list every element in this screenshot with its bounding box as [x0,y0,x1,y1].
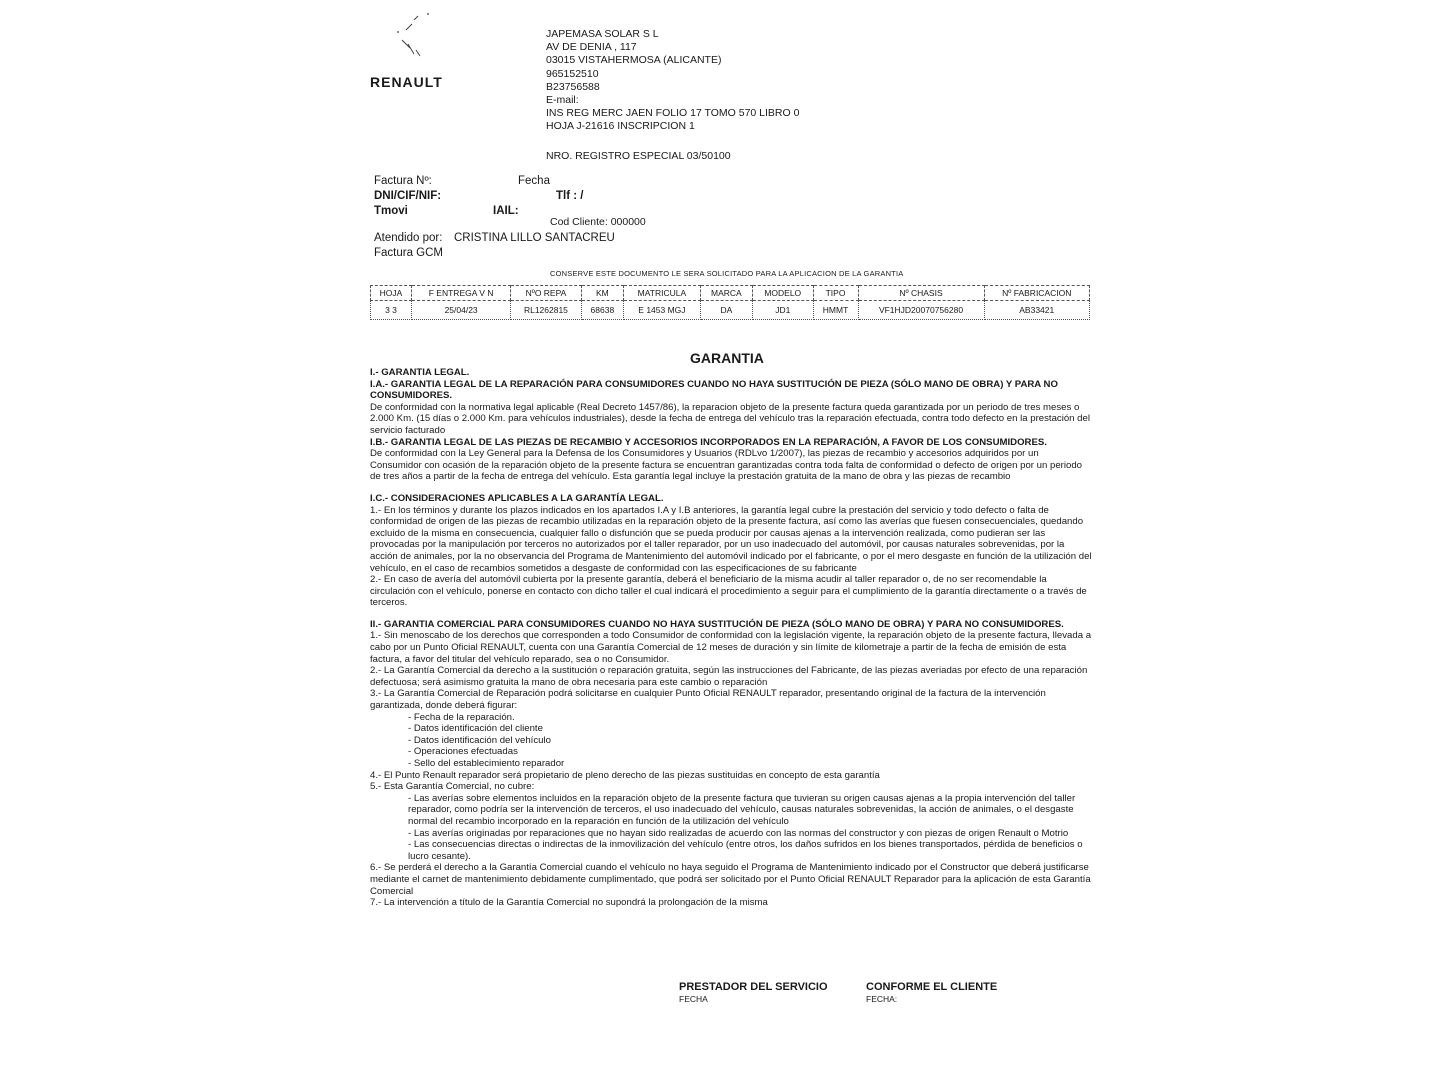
paragraph: 6.- Se perderá el derecho a la Garantía Comercial cuando el vehículo no haya seguido el Programa de Mantenimiento indicado por el Constructor que deberá justificarse mediante el carnet de mantenimiento debidamente cumplimentado, que podrá ser solicitado por el Punto Oficial RENAULT Reparador para la aplicación de esta Garantía Comercial [370,862,1091,897]
paragraph: 2.- En caso de avería del automóvil cubierta por la presente garantía, deberá el beneficiario de la misma acudir al taller reparador o, de no ser recomendable la circulación con el vehículo, ponerse en contacto con dicho taller el cual indicará el procedimiento a seguir para el cumplimiento de la garantía directamente o a través de terceros. [370,574,1087,609]
company-line: HOJA J-21616 INSCRIPCION 1 [546,120,695,133]
cliente-fecha: FECHA: [866,994,898,1004]
col-header: Nº FABRICACION [984,286,1089,301]
section-heading: I.- GARANTIA LEGAL. [370,367,470,378]
dni-label: DNI/CIF/NIF: [374,190,442,202]
brand-name: RENAULT [370,74,443,90]
factura-label: Factura Nº: [374,175,432,187]
paragraph: De conformidad con la normativa legal aplicable (Real Decreto 1457/86), la reparacion objeto de la presente factura queda garantizada por un periodo de tres meses o 2.000 Km. (15 días o 2.000 Km. para vehículos industriales), desde la fecha de entrega del vehículo tras la reparación efectuada, contra todo defecto en la prestación del servicio facturado [370,401,1090,436]
prestador-fecha: FECHA [679,994,708,1004]
atendido-value: CRISTINA LILLO SANTACREU [454,232,615,244]
paragraph: 1.- Sin menoscabo de los derechos que corresponden a todo Consumidor de conformidad con la legislación vigente, la reparación objeto de la presente factura, llevada a cabo por un Punto Oficial RENAULT, cuenta con una Garantía Comercial de 12 meses de duración y sin límite de kilometraje a partir de la fecha de emisión de esta factura, a favor del titular del vehículo reparado, sea o no Consumidor. [370,630,1092,665]
table-cell: 3 3 [371,301,412,320]
page-title: GARANTIA [690,350,764,366]
section-heading: I.A.- GARANTIA LEGAL DE LA REPARACIÓN PARA CONSUMIDORES CUANDO NO HAYA SUSTITUCIÓN DE PIEZA (SÓLO MANO DE OBRA) Y PARA NO CONSUMIDORES. [370,378,1058,402]
paragraph: 2.- La Garantía Comercial da derecho a la sustitución o reparación gratuita, según las instrucciones del Fabricante, de las piezas averiadas por efecto de una reparación defectuosa; será asimismo gratuita la mano de obra necesaria para este cambio o reparación [370,665,1088,688]
col-header: MATRICULA [624,286,701,301]
table-cell: 25/04/23 [412,301,511,320]
paragraph: 1.- En los términos y durante los plazos indicados en los apartados I.A y I.B anteriores, la garantía legal cubre la prestación del servicio y todo defecto o falta de conformidad de origen de las piezas de recambio utilizadas en la reparación objeto de la presente factura, así como las averías que fuesen consecuenciales, quedando excluido de la misma en consecuencia, cualquier fallo o disfunción que se pueda producir por causas ajenas a la intervención realizada, como pudieran ser las provocadas por la manipulación por terceros no autorizados por el taller reparador, por un uso inadecuado del automóvil, por causas naturales sobrevenidas, por la acción de animales, por la no observancia del Programa de Mantenimiento del automóvil indicado por el fabricante, o por el mero desgaste en función de la utilización del vehículo, en el caso de recambios sometidos a desgaste de conformidad con las especificaciones de su fabricante [370,504,1092,574]
paragraph: De conformidad con la Ley General para la Defensa de los Consumidores y Usuarios (RDLvo 1/2007), las piezas de recambio y accesorios adquiridos por un Consumidor con ocasión de la reparación objeto de la presente factura se encuentran garantizadas contra toda falta de conformidad o defecto de origen por un periodo de tres años a partir de la fecha de entrega del vehículo. Esta garantía legal incluye la prestación gratuita de la mano de obra y las piezas de recambio [370,448,1082,483]
registro-especial: NRO. REGISTRO ESPECIAL 03/50100 [546,150,731,162]
list-item: - Fecha de la reparación. [408,711,515,723]
warranty-text [370,367,1092,909]
section-heading: I.B.- GARANTIA LEGAL DE LAS PIEZAS DE RECAMBIO Y ACCESORIOS INCORPORADOS EN LA REPARACIÓN, A FAVOR DE LOS CONSUMIDORES. [370,436,1047,448]
list-item: - Sello del establecimiento reparador [408,758,565,769]
tmovil-label: Tmovi [374,205,408,217]
table-cell: VF1HJD20070756280 [858,301,984,320]
paragraph: 3.- La Garantía Comercial de Reparación podrá solicitarse en cualquier Punto Oficial RENAULT reparador, presentando original de la factura de la intervención garantizada, donde deberá figurar: [370,688,1046,712]
prestador-label: PRESTADOR DEL SERVICIO [679,981,828,993]
vehicle-table [370,285,1090,320]
table-cell: RL1262815 [511,301,581,320]
list-item: - Las averías sobre elementos incluidos en la reparación objeto de la presente factura que tuvieran su origen causas ajenas a la propia intervención del taller reparador, como podría ser la intervención de terceros, el uso inadecuado del vehículo, causas naturales sobrevenidas, la acción de animales, o el desgaste normal del recambio incorporado en la reparación en función de la utilización del vehículo [408,792,1076,827]
company-line: INS REG MERC JAEN FOLIO 17 TOMO 570 LIBRO 0 [546,107,800,120]
list-item: - Operaciones efectuadas [408,746,518,758]
paragraph: 4.- El Punto Renault reparador será propietario de pleno derecho de las piezas sustituidas en concepto de esta garantía [370,769,880,781]
col-header: HOJA [371,286,412,301]
table-header-row [371,286,1090,301]
client-block [374,174,974,261]
col-header: NºO REPA [511,286,581,301]
company-line: AV DE DENIA , 117 [546,41,637,54]
conserve-notice: CONSERVE ESTE DOCUMENTO LE SERA SOLICITADO PARA LA APLICACION DE LA GARANTIA [550,269,904,278]
list-item: - Las consecuencias directas o indirectas de la inmovilización del vehículo (entre otros, los daños sufridos en los bienes transportados, pérdida de beneficios o lucro cesante). [408,839,1083,862]
col-header: MARCA [700,286,752,301]
table-row [371,301,1090,320]
section-heading: II.- GARANTIA COMERCIAL PARA CONSUMIDORES CUANDO NO HAYA SUSTITUCIÓN DE PIEZA (SÓLO MANO DE OBRA) Y PARA NO CONSUMIDORES. [370,618,1064,630]
company-line: 03015 VISTAHERMOSA (ALICANTE) [546,54,722,67]
paragraph-gap [370,483,1092,493]
company-line: B23756588 [546,80,600,93]
cod-cliente: Cod Cliente: 000000 [550,216,646,228]
list-item: - Datos identificación del cliente [408,723,543,735]
table-cell: 68638 [581,301,623,320]
company-info [546,28,799,134]
cliente-label: CONFORME EL CLIENTE [866,981,998,993]
company-line: JAPEMASA SOLAR S L [546,28,659,40]
list-item: - Las averías originadas por reparaciones que no hayan sido realizadas de acuerdo con las normas del constructor y con piezas de origen Renault o Motrio [408,827,1069,839]
company-line: E-mail: [546,94,579,107]
company-line: 965152510 [546,67,599,80]
col-header: F ENTREGA V N [412,286,511,301]
col-header: KM [581,286,623,301]
section-heading: I.C.- CONSIDERACIONES APLICABLES A LA GARANTÍA LEGAL. [370,492,664,504]
atendido-label: Atendido por: [374,232,443,244]
col-header: MODELO [752,286,813,301]
paragraph: 5.- Esta Garantía Comercial, no cubre: [370,781,535,793]
tlf-label: Tlf : / [556,190,584,202]
paragraph: 7.- La intervención a título de la Garantía Comercial no supondrá la prolongación de la misma [370,897,768,909]
renault-logo-icon [388,10,438,70]
table-cell: AB33421 [984,301,1089,320]
table-cell: DA [700,301,752,320]
fecha-label: Fecha [518,175,550,187]
col-header: Nº CHASIS [858,286,984,301]
mail-label: IAIL: [493,205,519,217]
table-cell: E 1453 MGJ [624,301,701,320]
list-item: - Datos identificación del vehículo [408,734,551,746]
factura-gcm-label: Factura GCM [374,247,444,259]
col-header: TIPO [813,286,858,301]
table-cell: JD1 [752,301,813,320]
paragraph-gap [370,609,1092,619]
table-cell: HMMT [813,301,858,320]
